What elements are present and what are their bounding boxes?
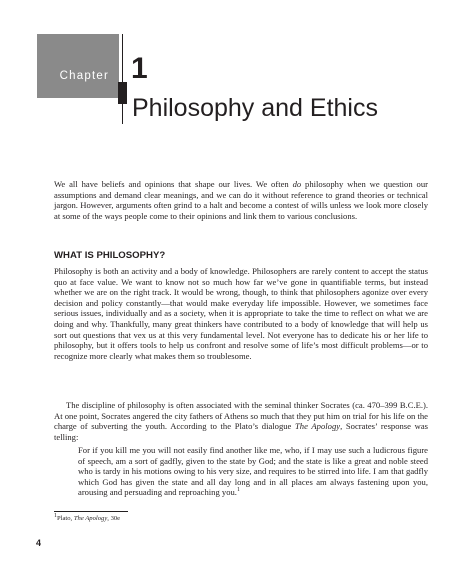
chapter-label: Chapter <box>59 70 109 82</box>
footnote-reference: 1 <box>236 487 240 494</box>
socrates-paragraph <box>54 400 428 442</box>
footnote-ref: , 30e <box>107 515 121 522</box>
block-quote <box>78 445 428 498</box>
intro-paragraph <box>54 179 428 221</box>
footnote-marker: 1 <box>54 512 57 519</box>
chapter-label-box <box>37 34 119 98</box>
footnote-author: Plato, <box>57 515 74 522</box>
philosophy-paragraph: Philosophy is both an activity and a body of knowledge. Philosophers are rarely content to accept the status quo at face value. We want to know not so much how far we’ve gone in quantifiable terms, but instead whether we are on the right track. It would be wrong, though, to think that philosophers agonize over every decision and policy constantly—that would make everyday life impossible. However, we sometimes face serious issues, individually and as a society, when it is appropriate to take the time to reflect on what we are doing and why. Thankfully, many great thinkers have contributed to a body of knowledge that will help us sort out questions that vex us at this very fundamental level. Not everyone has to dedicate his or her life to philosophy, but it offers tools to help us confront and resolve some of life’s most difficult problems—or to recognize more clearly what makes them so troublesome. <box>54 266 428 361</box>
socrates-text-start: The discipline of philosophy is often associated with the seminal thinker Socrates (ca. 470–399 B.C.E.). At one point, Socrates angered the city fathers of Athens so much that they put him on trial for his life on the charge of subverting the youth. According to the Plato’s dialogue <box>54 400 428 432</box>
intro-text-start: We all have beliefs and opinions that shape our lives. We often <box>54 179 293 189</box>
footnote-book: The Apology <box>73 515 108 522</box>
quote-text: For if you kill me you will not easily find another like me, who, if I may use such a ludicrous figure of speech, am a sort of gadfly, given to the state by God; and the state is like a great and noble steed who is tardy in his motions owing to his very size, and requires to be stirred into life. I am that gadfly which God has given the state and all day long and in all places am always fastening upon you, arousing and persuading and reproaching you. <box>78 445 428 498</box>
socrates-text-end: , Socrates’ response was telling: <box>54 421 428 442</box>
intro-text-end: philosophy when we question our assumptions and demand clear meanings, and we can do it without reference to grand theories or technical jargon. However, arguments often grind to a halt and become a contest of wills unless we look more closely at some of the ways people come to their opinions and link them to various conclusions. <box>54 179 428 221</box>
footnote-rule <box>54 511 128 512</box>
footnote <box>54 512 121 522</box>
intro-emphasis: do <box>292 179 302 189</box>
chapter-title: Philosophy and Ethics <box>132 94 378 122</box>
chapter-vertical-rule <box>122 34 123 124</box>
chapter-rule-block <box>118 82 127 104</box>
apology-title: The Apology <box>295 421 341 432</box>
chapter-number: 1 <box>131 52 148 85</box>
section-heading: WHAT IS PHILOSOPHY? <box>54 250 166 261</box>
page-number: 4 <box>36 538 42 548</box>
